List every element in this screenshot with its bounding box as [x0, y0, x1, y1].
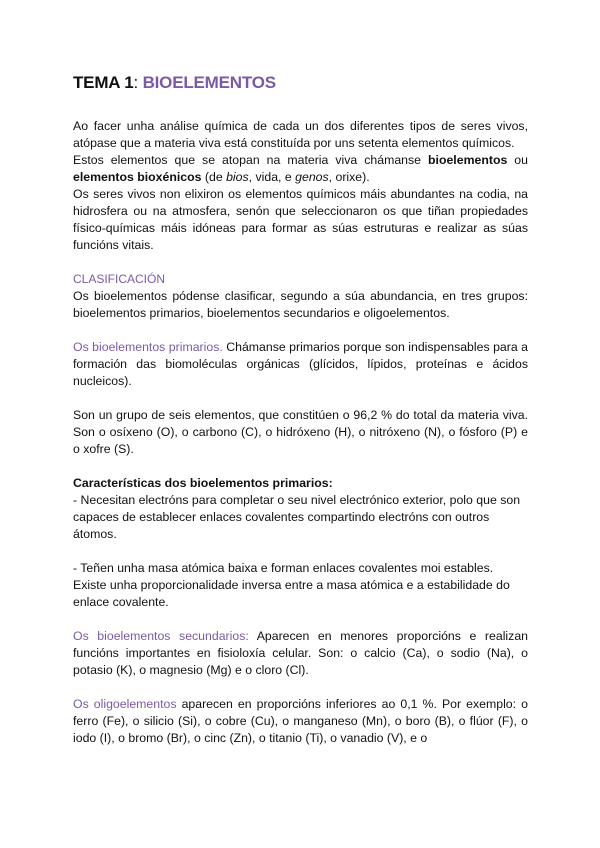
oligo-text: aparecen en proporcións inferiores ao 0,1 %. Por exemplo: o ferro (Fe), o silicio (Si), o cobre (Cu), o manganeso (Mn), o boro (B), o flúor (F), o iodo (I), o bromo (Br), o cinc (Zn), o titanio (Ti), o vanadio (V), e o [73, 697, 528, 745]
oligo-label: Os oligoelementos [73, 697, 177, 711]
spacer [73, 543, 528, 560]
clasificacion-text: Os bioelementos pódense clasificar, segundo a súa abundancia, en tres grupos: bioelementos primarios, bioelementos secundarios e oligoelementos. [73, 289, 528, 320]
secundarios-label: Os bioelementos secundarios: [73, 629, 249, 643]
spacer [73, 390, 528, 407]
intro-p2-i: , orixe). [328, 170, 370, 184]
intro-p2-bios: bios [226, 170, 249, 184]
primarios-text: Chámanse primarios porque son indispensables para a formación das biomoléculas orgánicas (glícidos, lípidos, proteínas e ácidos nucleicos). [73, 340, 528, 388]
intro-p2-bioxenicos: elementos bioxénicos [73, 170, 202, 184]
title-separator: : [133, 73, 139, 92]
intro-p2-bioelementos: bioelementos [428, 153, 508, 167]
primarios-paragraph-2: Son un grupo de seis elementos, que constitúen o 96,2 % do total da materia viva. Son o osíxeno (O), o carbono (C), o hidróxeno (H), o nitróxeno (N), o fósforo (P) e o xofre (S). [73, 408, 528, 456]
secundarios-text: Aparecen en menores proporcións e realizan funcións importantes en fisioloxía celular. Son: o calcio (Ca), o sodio (Na), o potasio (K), o magnesio (Mg) e o cloro (Cl). [73, 629, 528, 677]
intro-paragraph-3: Os seres vivos non elixiron os elementos químicos máis abundantes na codia, na hidrosfera ou na atmosfera, senón que seleccionaron os que tiñan propiedades físico-químicas máis idóneas para formar as súas estruturas e realizar as súas funcións vitais. [73, 187, 528, 252]
spacer [73, 458, 528, 475]
intro-paragraph-1: Ao facer unha análise química de cada un dos diferentes tipos de seres vivos, atópase que a materia viva está constituída por uns setenta elementos químicos. [73, 119, 528, 150]
title-part2: BIOELEMENTOS [142, 73, 276, 92]
section-heading-clasificacion: CLASIFICACIÓN [73, 272, 166, 286]
intro-p2-e: (de [201, 170, 227, 184]
page-title [73, 72, 528, 94]
intro-p2-genos: genos [295, 170, 329, 184]
intro-p2-g: , vida, e [248, 170, 296, 184]
spacer [73, 254, 528, 271]
caracteristicas-heading-text: Características dos bioelementos primarios: [73, 476, 333, 490]
intro-p2-c: ou [507, 153, 528, 167]
caracteristica-1: - Necesitan electróns para completar o seu nivel electrónico exterior, polo que son capaces de establecer enlaces covalentes compartindo electróns con outros átomos. [73, 493, 521, 541]
intro-paragraph-2 [73, 152, 528, 186]
spacer [73, 611, 528, 628]
title-part1: TEMA 1 [73, 73, 134, 92]
spacer [73, 322, 528, 339]
oligo-paragraph [73, 696, 528, 747]
primarios-label: Os bioelementos primarios. [73, 340, 223, 354]
spacer [73, 679, 528, 696]
intro-p2-a: Estos elementos que se atopan na materia viva chámanse [73, 153, 429, 167]
caracteristicas-heading [73, 475, 528, 492]
secundarios-paragraph [73, 628, 528, 679]
caracteristica-2: - Teñen unha masa atómica baixa e forman enlaces covalentes moi estables. Existe unha proporcionalidade inversa entre a masa atómica e a estabilidade do enlace covalente. [73, 561, 510, 609]
primarios-paragraph [73, 339, 528, 390]
